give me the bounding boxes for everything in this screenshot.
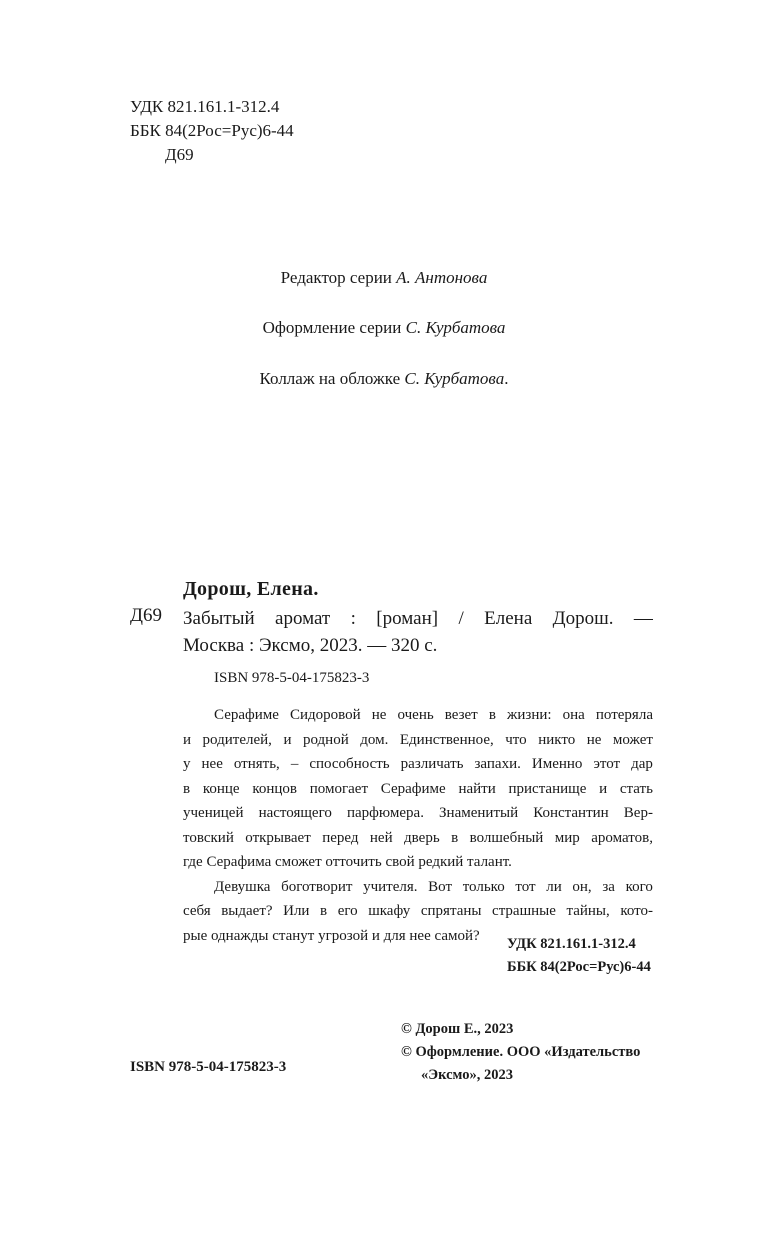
credit-name: С. Курбатова <box>405 318 506 337</box>
annotation-word: ученицей <box>183 805 244 821</box>
title-word: : <box>350 608 356 629</box>
isbn-bold: ISBN 978-5-04-175823-3 <box>130 1059 287 1075</box>
annotation-line <box>183 728 653 753</box>
annotation <box>183 703 653 948</box>
credit-name: С. Курбатова <box>404 369 505 388</box>
credit-trail: . <box>504 369 509 388</box>
credit-series-editor <box>0 268 768 288</box>
annotation-word: конце <box>202 780 240 797</box>
bib-imprint-line: Москва : Эксмо, 2023. — 320 с. <box>183 635 438 656</box>
annotation-word: Именно <box>531 756 583 772</box>
annotation-line <box>183 703 653 728</box>
annotation-word: пристанище <box>508 780 587 797</box>
bib-author: Дорош, Елена. <box>183 578 319 600</box>
annotation-word: в <box>451 829 459 846</box>
annotation-word: только <box>462 878 505 895</box>
credit-series-design <box>0 318 768 338</box>
annotation-word: перед <box>322 829 359 846</box>
annotation-word: никто <box>538 731 576 748</box>
annotation-word: Константин <box>533 805 609 821</box>
annotation-line <box>183 752 653 777</box>
annotation-word: открывает <box>245 829 311 846</box>
annotation-word: дом. <box>360 731 389 748</box>
annotation-word: отнять, <box>233 756 280 772</box>
udk-code: УДК 821.161.1-312.4 <box>130 97 280 116</box>
author-mark: Д69 <box>165 145 194 164</box>
credit-role: Редактор серии <box>280 268 392 287</box>
title-word: аромат <box>275 608 331 629</box>
annotation-word: у <box>183 756 191 772</box>
annotation-word: настоящего <box>258 805 332 821</box>
bib-title-block <box>183 605 653 659</box>
annotation-word: в <box>488 707 496 723</box>
annotation-word: Или <box>283 903 310 919</box>
annotation-word: что <box>505 731 527 748</box>
credit-role: Коллаж на обложке <box>259 369 401 388</box>
annotation-word: тот <box>515 878 536 895</box>
annotation-word: Сидоровой <box>289 707 361 723</box>
annotation-line: где Серафима сможет отточить свой редкий талант. <box>183 854 512 870</box>
annotation-word: он, <box>572 878 592 895</box>
annotation-word: выдает? <box>221 903 273 919</box>
annotation-word: шкафу <box>368 903 411 919</box>
top-classification-codes <box>130 95 294 167</box>
bbk-code: ББК 84(2Рос=Рус)6-44 <box>130 121 294 140</box>
copyright-design: © Оформление. ООО «Издательство <box>401 1044 641 1060</box>
annotation-word: страшные <box>492 903 556 919</box>
bib-code: Д69 <box>130 605 162 626</box>
annotation-word: мир <box>554 829 580 846</box>
annotation-word: дверь <box>404 829 440 846</box>
title-word: Елена <box>484 608 533 629</box>
bbk-code-bold: ББК 84(2Рос=Рус)6-44 <box>507 959 651 975</box>
copyright-author: © Дорош Е., 2023 <box>401 1021 514 1037</box>
annotation-word: тайны, <box>566 903 610 919</box>
title-word: — <box>633 608 653 629</box>
annotation-line <box>183 875 653 900</box>
credit-role: Оформление серии <box>262 318 402 337</box>
annotation-word: кото- <box>620 903 653 919</box>
copyright-block <box>401 1018 640 1087</box>
annotation-word: Знаменитый <box>439 805 519 821</box>
annotation-word: стать <box>619 780 653 797</box>
annotation-word: родной <box>302 731 349 748</box>
copyright-design-cont: «Эксмо», 2023 <box>421 1067 513 1083</box>
title-word: Забытый <box>183 608 255 629</box>
annotation-line <box>183 899 653 924</box>
annotation-word: в <box>320 903 328 919</box>
bottom-classification-codes <box>507 933 651 979</box>
annotation-word: Единственное, <box>399 731 494 748</box>
udk-code-bold: УДК 821.161.1-312.4 <box>507 936 636 952</box>
annotation-word: родителей, <box>202 731 272 748</box>
title-word: [роман] <box>376 608 439 629</box>
annotation-word: дар <box>631 756 653 772</box>
annotation-word: этот <box>593 756 621 772</box>
annotation-word: боготворит <box>281 878 353 895</box>
annotation-line <box>183 826 653 851</box>
annotation-word: различать <box>400 756 464 772</box>
annotation-word: и <box>599 780 608 797</box>
annotation-word: Серафиме <box>214 707 279 723</box>
title-word: / <box>458 608 464 629</box>
annotation-word: и <box>183 731 192 748</box>
annotation-word: и <box>283 731 292 748</box>
annotation-word: ароматов, <box>591 829 653 846</box>
annotation-word: волшебный <box>469 829 544 846</box>
credit-name: А. Антонова <box>396 268 488 287</box>
annotation-word: очень <box>397 707 434 723</box>
annotation-word: она <box>562 707 585 723</box>
annotation-line: рые однажды станут угрозой и для нее самой? <box>183 927 480 944</box>
annotation-word: товский <box>183 829 234 846</box>
annotation-word: может <box>612 731 653 748</box>
annotation-word: ней <box>369 829 393 846</box>
annotation-word: учителя. <box>363 878 418 895</box>
annotation-word: Девушка <box>214 878 271 895</box>
annotation-word: за <box>602 878 615 895</box>
annotation-word: Вот <box>428 878 453 895</box>
annotation-word: не <box>586 731 602 748</box>
annotation-line <box>183 777 653 802</box>
annotation-word: Серафиме <box>380 780 446 797</box>
bib-title-line <box>183 605 653 632</box>
annotation-word: в <box>183 780 191 797</box>
bib-isbn: ISBN 978-5-04-175823-3 <box>214 670 370 686</box>
annotation-word: – <box>290 756 299 772</box>
annotation-word: запахи. <box>474 756 521 772</box>
annotation-word: парфюмера. <box>346 805 424 821</box>
credit-cover-collage <box>0 369 768 389</box>
annotation-word: Вер- <box>623 805 653 821</box>
annotation-word: помогает <box>309 780 369 797</box>
annotation-word: себя <box>183 903 211 919</box>
annotation-line <box>183 801 653 826</box>
annotation-word: ли <box>546 878 562 895</box>
annotation-word: везет <box>444 707 478 723</box>
annotation-word: кого <box>625 878 653 895</box>
annotation-word: найти <box>458 780 496 797</box>
annotation-word: спрятаны <box>420 903 482 919</box>
annotation-word: концов <box>252 780 298 797</box>
annotation-word: жизни: <box>507 707 552 723</box>
annotation-word: способность <box>309 756 390 772</box>
annotation-word: нее <box>201 756 223 772</box>
annotation-word: не <box>371 707 387 723</box>
annotation-word: его <box>337 903 358 919</box>
annotation-word: потеряла <box>595 707 653 723</box>
title-word: Дорош. <box>552 608 614 629</box>
